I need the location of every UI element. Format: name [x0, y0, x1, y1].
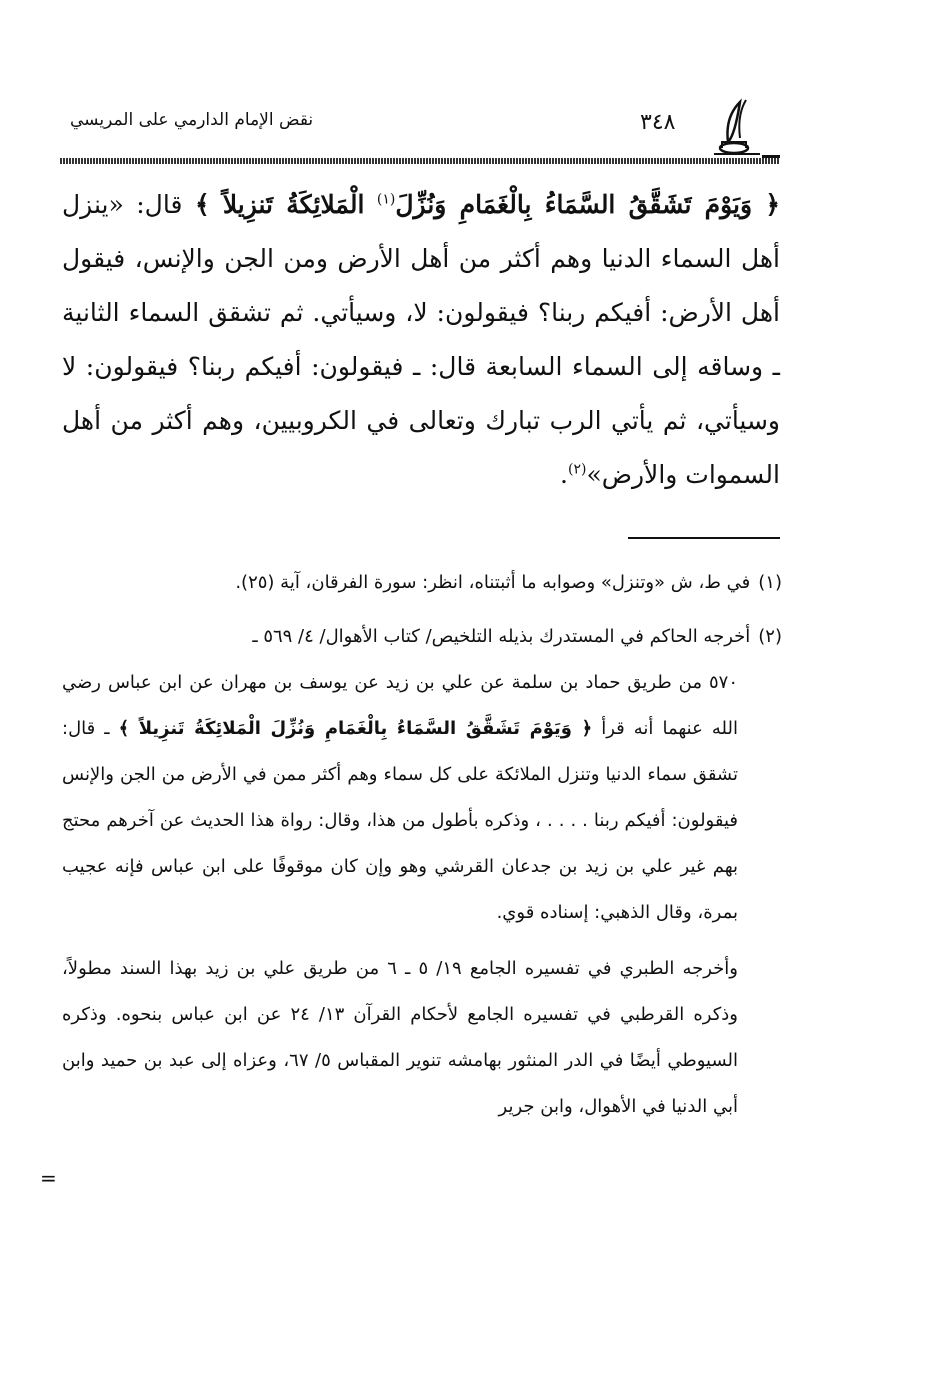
footnote-2-paragraph-2 [62, 946, 782, 1130]
main-text [62, 178, 780, 502]
body-end-dot: . [560, 460, 568, 489]
footnote-2-number: (٢) [758, 626, 782, 647]
footnote-ref-2[interactable]: (٢) [568, 461, 587, 478]
footnotes [62, 560, 782, 1130]
page-number: ٣٤٨ [640, 110, 676, 135]
footnote-2-text-c: ـ قال: تشقق سماء الدنيا وتنزل الملائكة على كل سماء وهم أكثر ممن في الأرض من الجن والإنس فيقولون: أفيكم ربنا . . . . ، وذكره بأطول من هذا، وقال: رواة هذا الحديث عن آخرهم محتج بهم غير علي بن زيد بن جدعان القرشي وهو وإن كان موقوفًا على ابن عباس فإنه عجيب بمرة، وقال الذهبي: إسناده قوي. [62, 718, 738, 923]
footnote-ref-1[interactable]: (١) [376, 191, 396, 208]
footnote-2-quran: ﴿ وَيَوْمَ تَشَقَّقُ السَّمَاءُ بِالْغَمَامِ وَنُزِّلَ الْمَلائِكَةُ تَنزِيلاً ﴾ [118, 718, 593, 739]
footnote-2 [62, 614, 782, 660]
quran-verse-end: الْمَلائِكَةُ تَنزِيلاً ﴾ [194, 190, 365, 219]
footnote-1 [62, 560, 782, 606]
footnote-1-text: في ط، ش «وتنزل» وصوابه ما أثبتناه، انظر: سورة الفرقان، آية (٢٥). [235, 572, 751, 593]
footnote-2-text-b: ٥٧٠ من طريق حماد بن سلمة عن علي بن زيد عن يوسف بن مهران عن ابن عباس رضي الله عنهما أنه قرأ [62, 672, 738, 739]
header-rule-end [762, 155, 780, 158]
body-text-start: قال: «ينزل أهل [62, 190, 780, 273]
footnote-1-number: (١) [758, 572, 782, 593]
quran-verse: ﴿ وَيَوْمَ تَشَقَّقُ السَّمَاءُ بِالْغَمَامِ وَنُزِّلَ [395, 190, 781, 219]
header-rule [60, 158, 780, 164]
continuation-mark: = [40, 1166, 57, 1190]
footnote-2-continued [62, 660, 782, 936]
running-title: نقض الإمام الدارمي على المريسي [70, 110, 314, 130]
page-header [60, 98, 780, 160]
quill-inkwell-icon [710, 98, 766, 156]
body-text-rest: السماء الدنيا وهم أكثر من أهل الأرض ومن الجن والإنس، فيقول أهل الأرض: أفيكم ربنا؟ فيقولون: لا، وسيأتي. ثم تشقق السماء الثانية ـ وساقه إلى السماء السابعة قال: ـ فيقولون: أفيكم ربنا؟ فيقولون: لا وسيأتي، ثم يأتي الرب تبارك وتعالى في الكروبيين، وهم أكثر من أهل السموات والأرض» [62, 244, 780, 489]
footnote-2-text-a: أخرجه الحاكم في المستدرك بذيله التلخيص/ كتاب الأهوال/ ٤/ ٥٦٩ ـ [252, 626, 751, 647]
footnote-separator [628, 537, 780, 539]
main-paragraph [62, 178, 780, 502]
footnote-2-para2-text: وأخرجه الطبري في تفسيره الجامع ١٩/ ٥ ـ ٦ من طريق علي بن زيد بهذا السند مطولاً، وذكره القرطبي في تفسيره الجامع لأحكام القرآن ١٣/ ٢٤ عن ابن عباس بنحوه. وذكره السيوطي أيضًا في الدر المنثور بهامشه تنوير المقباس ٥/ ٦٧، وعزاه إلى عبد بن حميد وابن أبي الدنيا في الأهوال، وابن جرير [62, 958, 739, 1117]
